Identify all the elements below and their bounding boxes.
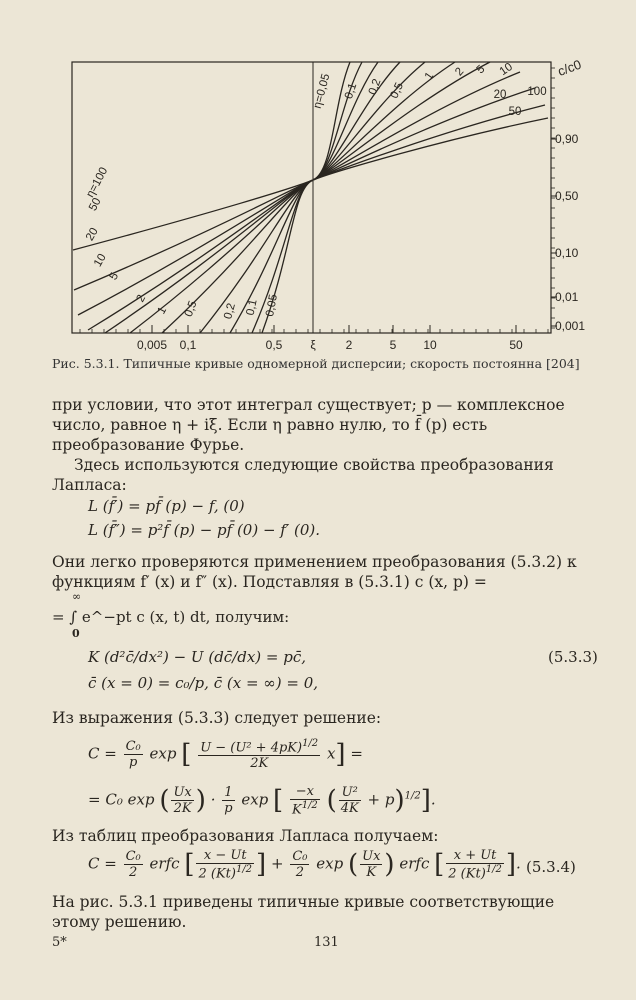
curve-label-top: 2 [453, 65, 467, 79]
chart-labels [84, 57, 585, 352]
equation-5-3-3-line2: c̄ (x = 0) = c₀/p, c̄ (x = ∞) = 0, [88, 674, 319, 692]
plot-frame [72, 62, 551, 333]
laplace-property-2: L (f̄″) = p²f̄ (p) − pf̄ (0) − f′ (0). [88, 521, 321, 539]
curve-label-left: 1 [155, 304, 170, 317]
dispersion-curve [252, 62, 362, 333]
dispersion-curve [73, 118, 548, 250]
curve-label-left: 0,05 [264, 293, 280, 318]
y-tick-label: 0,50 [555, 189, 579, 203]
equation-5-3-3-line1: K (d²c̄/dx²) − U (dc̄/dx) = pc̄, [88, 648, 307, 666]
paragraph-5: Из таблиц преобразования Лапласа получаем: [52, 827, 439, 845]
curve-label-top: 0,5 [388, 80, 407, 101]
y-axis-label: c/c0 [555, 56, 584, 79]
x-tick-label: 5 [389, 338, 397, 352]
curve-label-top: 0,1 [342, 81, 360, 101]
dispersion-curve [88, 72, 520, 330]
x-tick-label: ξ [310, 338, 316, 352]
x-tick-label: 2 [345, 338, 353, 352]
curve-label-left: 0,5 [182, 299, 200, 319]
y-tick-label: 0,001 [555, 319, 586, 333]
laplace-property-1: L (f̄′) = pf̄ (p) − f, (0) [88, 497, 245, 515]
x-tick-label: 50 [509, 338, 523, 352]
solution-formula-1: C = $\frac{\text{C₀}}{p}$ exp [ $\frac{U - (U^2 + 4pK)^{1/2}}{2K}$ x] = [88, 738, 363, 772]
solution-formula-2: = C₀ exp ( $\frac{Ux}{2K}$ ) · $\frac{1}{p}$ exp [ $\frac{-x}{K^{1/2}}$ ( $\frac{\text{U²}}{4K}$ + p)$^{1/2}$]. [88, 784, 436, 818]
paragraph-2: Здесь используются следующие свойства преобразования Лапласа: [52, 456, 554, 494]
curve-label-right: 50 [508, 106, 522, 118]
curve-label-left: 0,1 [244, 298, 260, 317]
integral-upper-limit: ∞ [72, 590, 82, 603]
curve-label-top: 0,2 [366, 77, 384, 97]
curve-label-left: 50 [87, 196, 104, 214]
paragraph-3: Они легко проверяются применением преобразования (5.3.2) к функциям f′ (x) и f″ (x). Подставляя в (5.3.1) c (x, p) = [52, 553, 577, 591]
dispersion-curve [230, 62, 378, 333]
curve-label-left: 5 [107, 270, 122, 283]
x-tick-label: 0,005 [136, 338, 168, 352]
paragraph-6: На рис. 5.3.1 приведены типичные кривые соответствующие этому решению. [52, 893, 555, 931]
x-tick-label: 0,5 [265, 338, 283, 352]
signature-mark: 5* [52, 935, 67, 950]
curve-label-top: 5 [474, 63, 488, 77]
dispersion-curve [74, 105, 545, 290]
paragraph-3b: получим: [215, 608, 290, 626]
curve-label-left: 0,2 [222, 301, 238, 321]
figure-caption: Рис. 5.3.1. Типичные кривые одномерной дисперсии; скорость постоянна [204] [52, 356, 580, 371]
curve-label-top: 1 [422, 70, 437, 83]
curve-label-right: 20 [493, 89, 507, 101]
equation-number-5-3-4: (5.3.4) [526, 858, 576, 876]
curve-label-top: η=0,05 [311, 72, 333, 110]
x-tick-label: 0,1 [179, 338, 197, 352]
integral-expression: = ∫ e^−pt c (x, t) dt, получим: [52, 608, 290, 626]
dispersion-curve [78, 88, 535, 318]
paragraph-1: при условии, что этот интеграл существует; p — комплексное число, равное η + iξ. Если η равно нулю, то f̄ (p) есть преобразование Фурье. [52, 396, 565, 454]
curve-label-left: 10 [92, 251, 109, 270]
dispersion-curve [162, 62, 425, 333]
y-tick-label: 0,01 [555, 290, 579, 304]
curve-label-left: 2 [134, 292, 149, 305]
page-number: 131 [314, 935, 339, 950]
curve-label-top: 10 [497, 60, 515, 79]
curve-label-right: 100 [527, 86, 547, 98]
equation-number-5-3-3: (5.3.3) [548, 648, 598, 666]
x-tick-label: 10 [423, 338, 437, 352]
equation-5-3-4: C = $\frac{\text{C₀}}{2}$ erfc [ $\frac{x - Ut}{2 (Kt)^{1/2}}$ ] + $\frac{\text{C₀}}{2}$ exp ( $\frac{Ux}{K}$ ) erfc [ $\frac{x + Ut}{2 (Kt)^{1/2}}$ ]. [88, 848, 521, 882]
integral-lower-limit: 0 [72, 627, 80, 640]
y-tick-label: 0,90 [555, 132, 579, 146]
curve-label-left: η=100 [84, 165, 111, 200]
dispersion-chart [0, 0, 636, 354]
curve-label-left: 20 [84, 225, 101, 244]
paragraph-4: Из выражения (5.3.3) следует решение: [52, 709, 382, 727]
y-tick-label: 0,10 [555, 246, 579, 260]
integral-formula: ∫ e^−pt c (x, t) dt, [69, 608, 211, 626]
